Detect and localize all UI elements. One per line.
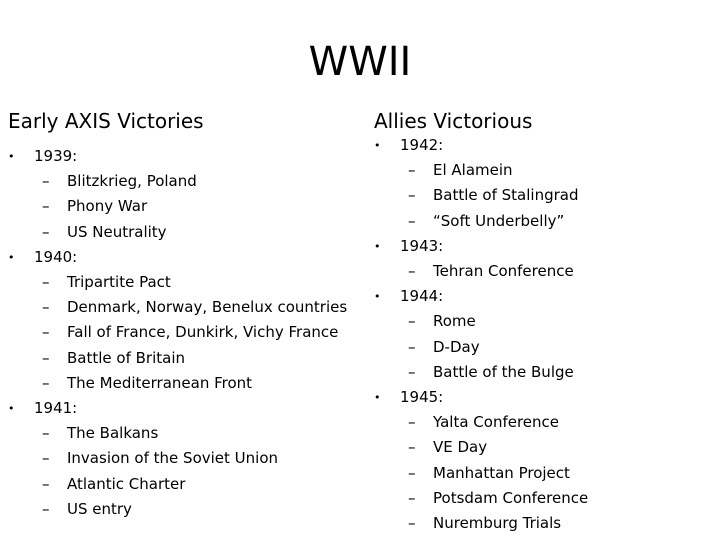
bullet-icon: • bbox=[8, 250, 15, 264]
event-label: Phony War bbox=[67, 197, 148, 216]
dash-icon: – bbox=[408, 161, 416, 180]
year-item bbox=[374, 385, 714, 536]
event-label: Battle of Britain bbox=[67, 348, 186, 367]
event-label: Battle of Stalingrad bbox=[433, 186, 579, 205]
event-label: US Neutrality bbox=[67, 222, 167, 241]
event-label: The Balkans bbox=[67, 424, 159, 443]
event-list bbox=[34, 421, 358, 522]
year-item bbox=[8, 245, 358, 396]
bullet-icon: • bbox=[8, 150, 15, 163]
dash-icon: – bbox=[42, 424, 50, 443]
bullet-icon: • bbox=[374, 391, 381, 405]
year-item bbox=[374, 234, 714, 284]
dash-icon: – bbox=[408, 488, 416, 507]
dash-icon: – bbox=[42, 222, 50, 241]
event-label: The Mediterranean Front bbox=[67, 373, 253, 392]
year-label: 1943: bbox=[400, 236, 444, 255]
dash-icon: – bbox=[408, 211, 416, 230]
dash-icon: – bbox=[42, 172, 50, 191]
event-item bbox=[34, 320, 358, 345]
dash-icon: – bbox=[42, 449, 50, 468]
year-label: 1939: bbox=[34, 147, 78, 165]
event-item bbox=[34, 446, 358, 471]
event-label: Potsdam Conference bbox=[433, 488, 589, 507]
left-column bbox=[8, 108, 358, 522]
event-item bbox=[34, 497, 358, 522]
event-label: Battle of the Bulge bbox=[433, 362, 574, 381]
event-item bbox=[34, 371, 358, 396]
dash-icon: – bbox=[408, 362, 416, 381]
event-item bbox=[400, 511, 714, 536]
bullet-icon: • bbox=[374, 139, 381, 152]
slide-title: WWII bbox=[308, 39, 412, 85]
event-item bbox=[34, 295, 358, 320]
event-list bbox=[400, 410, 714, 536]
dash-icon: – bbox=[42, 273, 50, 292]
dash-icon: – bbox=[42, 323, 50, 342]
event-label: Fall of France, Dunkirk, Vichy France bbox=[67, 323, 339, 342]
event-label: VE Day bbox=[433, 438, 488, 457]
event-item bbox=[400, 309, 714, 334]
event-label: Invasion of the Soviet Union bbox=[67, 449, 279, 468]
event-label: Nuremburg Trials bbox=[433, 514, 562, 533]
event-item bbox=[400, 486, 714, 511]
dash-icon: – bbox=[42, 298, 50, 317]
event-item bbox=[400, 410, 714, 435]
year-label: 1940: bbox=[34, 247, 78, 266]
dash-icon: – bbox=[42, 499, 50, 518]
right-bullet-list bbox=[374, 133, 714, 536]
event-item bbox=[400, 209, 714, 234]
event-list bbox=[34, 169, 358, 245]
event-label: Manhattan Project bbox=[433, 463, 570, 482]
event-item bbox=[400, 461, 714, 486]
year-item bbox=[8, 144, 358, 245]
event-item bbox=[400, 158, 714, 183]
event-label: Blitzkrieg, Poland bbox=[67, 172, 197, 191]
year-label: 1941: bbox=[34, 399, 78, 418]
dash-icon: – bbox=[408, 337, 416, 356]
dash-icon: – bbox=[408, 514, 416, 533]
dash-icon: – bbox=[408, 262, 416, 281]
event-item bbox=[34, 421, 358, 446]
event-label: US entry bbox=[67, 499, 132, 518]
event-item bbox=[34, 194, 358, 219]
year-label: 1942: bbox=[400, 136, 444, 154]
right-column bbox=[374, 108, 714, 536]
bullet-icon: • bbox=[8, 402, 15, 416]
event-list bbox=[34, 270, 358, 396]
event-list bbox=[400, 158, 714, 234]
event-item bbox=[34, 346, 358, 371]
dash-icon: – bbox=[408, 413, 416, 432]
event-item bbox=[34, 169, 358, 194]
bullet-icon: • bbox=[374, 239, 381, 253]
event-item bbox=[400, 360, 714, 385]
dash-icon: – bbox=[408, 312, 416, 331]
year-label: 1944: bbox=[400, 287, 444, 306]
event-label: Denmark, Norway, Benelux countries bbox=[67, 298, 348, 317]
event-item bbox=[34, 220, 358, 245]
event-label: Tripartite Pact bbox=[67, 273, 171, 292]
dash-icon: – bbox=[42, 348, 50, 367]
event-label: D-Day bbox=[433, 337, 480, 356]
event-item bbox=[400, 335, 714, 360]
dash-icon: – bbox=[42, 474, 50, 493]
event-item bbox=[400, 435, 714, 460]
dash-icon: – bbox=[42, 197, 50, 216]
left-column-heading: Early AXIS Victories bbox=[8, 109, 204, 133]
event-item bbox=[34, 472, 358, 497]
dash-icon: – bbox=[42, 373, 50, 392]
dash-icon: – bbox=[408, 463, 416, 482]
dash-icon: – bbox=[408, 186, 416, 205]
year-item bbox=[8, 396, 358, 522]
year-label: 1945: bbox=[400, 388, 444, 407]
dash-icon: – bbox=[408, 438, 416, 457]
event-item bbox=[400, 259, 714, 284]
event-label: Rome bbox=[433, 312, 476, 331]
event-list bbox=[400, 259, 714, 284]
bullet-icon: • bbox=[374, 290, 381, 304]
right-column-heading: Allies Victorious bbox=[374, 109, 533, 133]
year-item bbox=[374, 133, 714, 234]
event-label: El Alamein bbox=[433, 161, 513, 180]
event-list bbox=[400, 309, 714, 385]
left-bullet-list bbox=[8, 144, 358, 522]
event-item bbox=[34, 270, 358, 295]
event-label: Tehran Conference bbox=[433, 262, 574, 281]
year-item bbox=[374, 284, 714, 385]
event-label: Yalta Conference bbox=[433, 413, 560, 432]
event-label: “Soft Underbelly” bbox=[433, 211, 565, 230]
event-item bbox=[400, 183, 714, 208]
event-label: Atlantic Charter bbox=[67, 474, 186, 493]
